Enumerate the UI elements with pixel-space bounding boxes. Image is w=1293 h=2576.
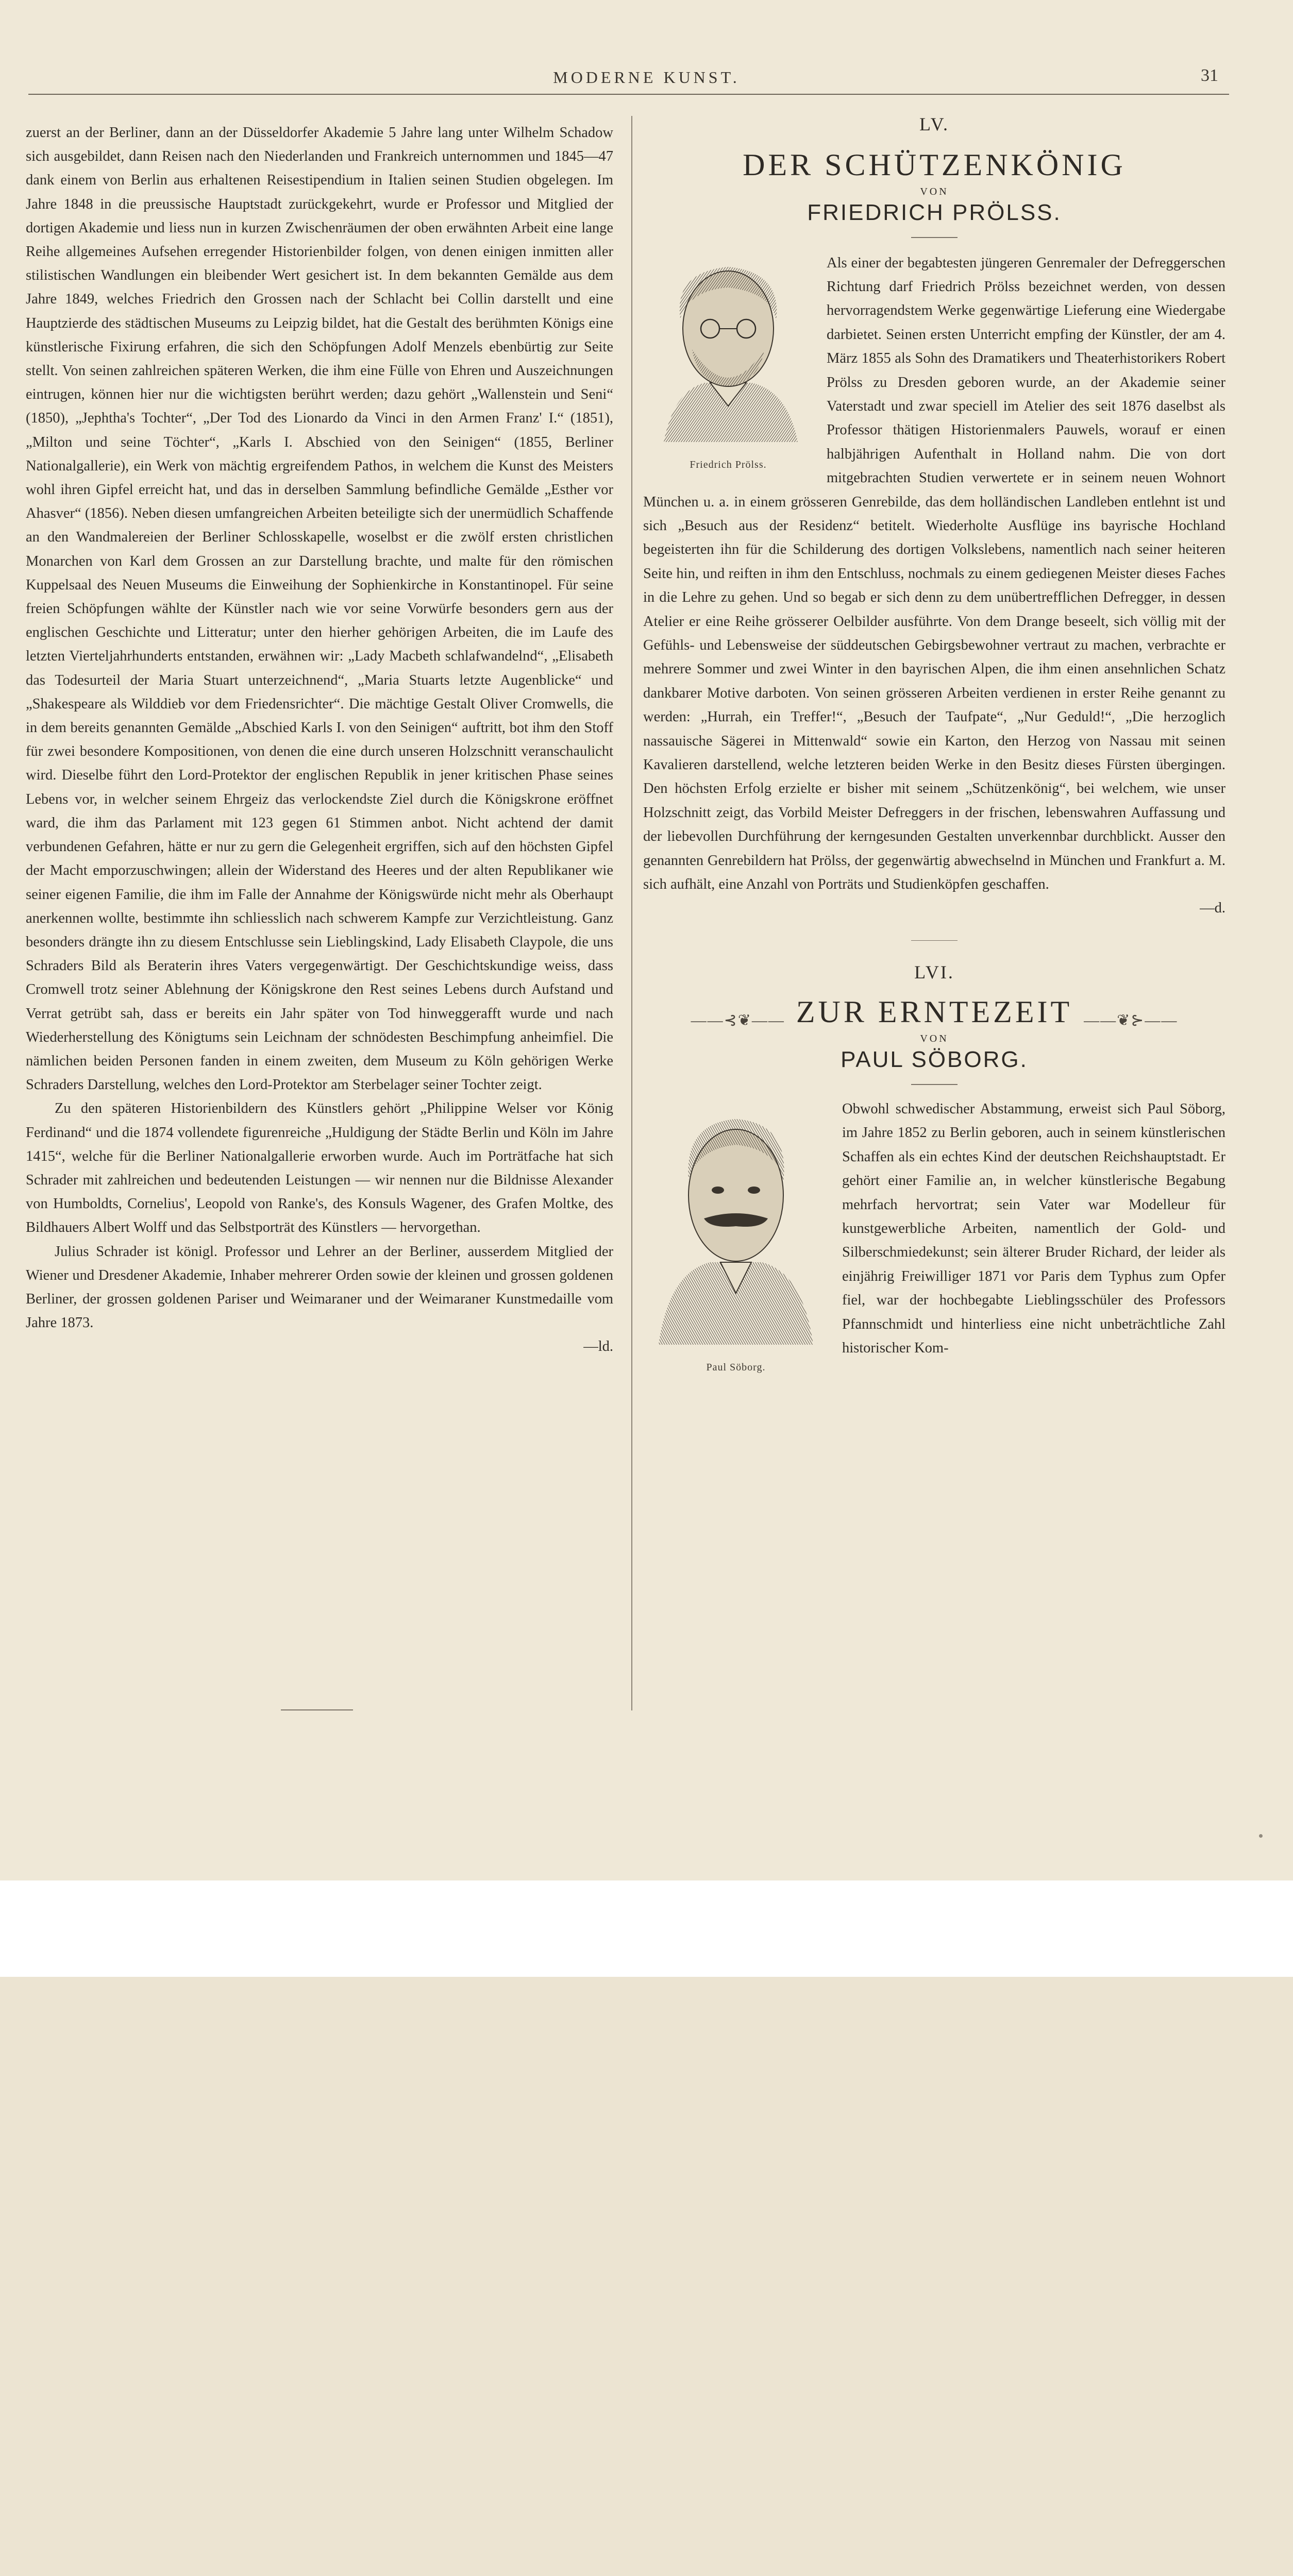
article-text: Als einer der begabtesten jüngeren Genremaler der Defreggerschen Richtung darf Friedrich Prölss bezeichnet werden, von dessen hervorragendstem Werke gegenwärtige Lieferung eine Wiedergabe darbietet. Seinen ersten Unterricht empfing der Künstler, der am 4. März 1855 als Sohn des Dramatikers und Theaterhistorikers Robert Prölss zu Dresden geboren wurde, an der Akademie seiner Vaterstadt und zwar speciell im Atelier des seit 1876 daselbst als Professor thätigen Historienmalers Pauwels, worauf er einen halbjährigen Aufenthalt in Holland nahm. Die von dort mitgebrachten Studien verwertete er in seinem neuen Wohnort München u. a. in einem grösseren Genrebilde, das dem holländischen Landleben entlehnt ist und sich „Besuch aus der Residenz“ betitelt. Wiederholte Ausflüge ins bayrische Hochland begeisterten ihn für die Schilderung des dortigen Volkslebens, namentlich nach seiner heiteren Seite hin, und reiften in ihm den Entschluss, nochmals zu einem gediegenen Meister dieses Faches in die Lehre zu gehen. Und so begab er sich denn zu dem unübertrefflichen Defregger, in dessen Atelier er eine Reihe grösserer Oelbilder ausführte. Von dem Drange beseelt, sich völlig mit der Gefühls- und Lebensweise der süddeutschen Gebirgsbewohner vertraut zu machen, verbrachte er mehrere Sommer und zwei Winter in den bayrischen Alpen, die ihm einen ansehnlichen Schatz dankbarer Motive darboten. Von seinen grösseren Arbeiten verdienen in erster Reihe genannt zu werden: „Hurrah, ein Treffer!“, „Besuch der Taufpate“, „Nur Geduld!“, „Die herzoglich nassauische Sägerei in Mittenwald“ sowie ein Karton, den Herzog von Nassau mit seinen Kavalieren darstellend, welche letzteren beiden Werke in den Besitz dieses Fürsten übergingen. Den höchsten Erfolg erzielte er bisher mit seinem „Schützenkönig“, bei welchem, wie unser Holzschnitt zeigt, das Vorbild Meister Defreggers in der frischen, lebenswahren Auffassung und der liebevollen Durchführung der kerngesunden Gestalten unverkennbar durchblickt. Ausser den genannten Genrebildern hat Prölss, der gegenwärtig abwechselnd in München und Frankfurt a. M. sich aufhält, eine Anzahl von Porträts und Studienköpfen geschaffen. — [643, 255, 1225, 893]
title-row — [643, 994, 1225, 1030]
ornament-right-icon: ——❦⊱—— — [1084, 1012, 1178, 1029]
article-signature: —d. — [1200, 900, 1225, 917]
header-rule — [28, 94, 1229, 95]
left-signature: —ld. — [583, 1338, 613, 1355]
left-paragraph: Zu den späteren Historienbildern des Künstlers gehört „Philippine Welser vor König Ferdinand“ und die 1874 vollendete figurenreiche „Huldigung der Städte Berlin und Köln im Jahre 1415“, welche für die Berliner Nationalgallerie erworben wurde. Auch im Porträtfache hat sich Schrader mit zahlreichen und bedeutenden Leistungen — wir nennen nur die Bildnisse Alexander von Humboldts, Cornelius', Leopold von Ranke's, des Konsuls Wagener, des Grafen Moltke, des Bildhauers Albert Wolff und das Selbstporträt des Künstlers — hervorgethan. — [26, 1100, 613, 1236]
article-author: PAUL SÖBORG. — [841, 1047, 1028, 1073]
column-rule — [631, 116, 632, 1710]
von-label: VON — [920, 186, 949, 197]
article-text: Obwohl schwedischer Abstammung, erweist sich Paul Söborg, im Jahre 1852 zu Berlin geboren, auch in seinem künstlerischen Schaffen als ein echtes Kind der deutschen Reichshauptstadt. Er gehört einer Familie an, in welcher künstlerische Begabung mehrfach hervortrat; sein Vater war Modelleur für kunstgewerbliche Arbeiten, namentlich der Gold- und Silberschmiedekunst; sein älterer Bruder Richard, der leider als einjährig Freiwilliger 1871 vor Paris dem Typhus zum Opfer fiel, war der hochbegabte Lieblingsschüler des Professors Pfannschmidt und hinterliess eine nicht unbeträchtliche Zahl historischer Kom- — [842, 1100, 1225, 1356]
portrait-caption: Paul Söborg. — [706, 1362, 766, 1374]
divider-rule — [911, 1084, 958, 1085]
print-speck — [1259, 1834, 1263, 1838]
right-column — [643, 113, 1225, 1380]
portrait-engraving — [643, 1097, 829, 1345]
article-number: LV. — [919, 114, 950, 134]
article-author: FRIEDRICH PRÖLSS. — [807, 200, 1062, 225]
portrait-engraving — [643, 251, 813, 442]
portrait-caption: Friedrich Prölss. — [690, 459, 767, 470]
left-column — [26, 121, 613, 1359]
divider-rule — [911, 237, 958, 238]
running-head: MODERNE KUNST. — [553, 68, 740, 87]
article-body — [643, 251, 1225, 921]
article-number: LVI. — [914, 962, 954, 983]
digitization-footer — [0, 1880, 1293, 1977]
left-paragraph: zuerst an der Berliner, dann an der Düsseldorfer Akademie 5 Jahre lang unter Wilhelm Schadow sich ausgebildet, dann Reisen nach den Niederlanden und Frankreich unternommen und 1845—47 dank einem von Berlin aus erhaltenen Reisestipendium in Italien seinen Studien obgelegen. Im Jahre 1848 in die preussische Hauptstadt zurückgekehrt, wurde er Professor und Mitglied der dortigen Akademie und liess nun in kurzen Zwischenräumen der oben erwähnten Arbeit eine lange Reihe allgemeines Aufsehen erregender Historienbilder folgen, von denen einigen inmitten aller stilistischen Wandlungen ein bleibender Wert gesichert ist. In dem bekannten Gemälde aus dem Jahre 1849, welches Friedrich den Grossen nach der Schlacht bei Collin darstellt und eine Hauptzierde des städtischen Museums zu Leipzig bildet, hat die Gestalt des berühmten Königs eine künstlerische Fixirung erfahren, die sich den Schöpfungen Adolf Menzels ebenbürtig zur Seite stellt. Von seinen zahlreichen späteren Werken, die ihm eine Fülle von Ehren und Auszeichnungen eintrugen, können hier nur die wichtigsten berührt werden; dazu gehört „Wallenstein und Seni“ (1850), „Jephtha's Tochter“, „Der Tod des Lionardo da Vinci in den Armen Franz' I.“ (1851), „Milton und seine Töchter“, „Karls I. Abschied von den Seinigen“ (1855, Berliner Nationalgallerie), ein Werk von mächtig ergreifendem Pathos, in welchem die Kunst des Meisters wohl ihren Gipfel erreicht hat, und das in derselben Sammlung befindliche Gemälde „Esther vor Ahasver“ (1856). Neben diesen umfangreichen Arbeiten beteiligte sich der unermüdlich Schaffende an den Wandmalereien der Berliner Schlosskapelle, woselbst er die zwölf ersten christlichen Monarchen von Karl dem Grossen an zur Darstellung brachte, und malte für den römischen Kuppelsaal des Neuen Museums die Einweihung der Sophienkirche in Konstantinopel. Für seine freien Schöpfungen wählte der Künstler nach wie vor seine Vorwürfe besonders gern aus der englischen Geschichte und Litteratur; unter den hierher gehörigen Arbeiten, die im Laufe des letzten Vierteljahrhunderts entstanden, erwähnen wir: „Lady Macbeth schlafwandelnd“, „Elisabeth das Todesurteil der Maria Stuart unterzeichnend“, „Maria Stuarts letzte Augenblicke“ und „Shakespeare als Wilddieb vor dem Friedensrichter“. Die mächtige Gestalt Oliver Cromwells, die in dem bereits genannten Gemälde „Abschied Karls I. von den Seinigen“ auftritt, bot ihm den Stoff für zwei besondere Kompositionen, von denen die eine durch unseren Holzschnitt veranschaulicht wird. Dieselbe führt den Lord-Protektor der englischen Republik in jener kritischen Phase seines Lebens vor, in welcher seinem Ehrgeiz das verlockendste Ziel durch die Königskrone eröffnet ward, die ihm das Parlament mit 123 gegen 61 Stimmen anbot. Nicht achtend der damit verbundenen Gefahren, hätte er nur zu gern die Gelegenheit ergriffen, sich auf den höchsten Gipfel der Macht emporzuschwingen; allein der Widerstand des Heeres und der alten Republikaner wie seiner eigenen Familie, die ihm im Falle der Annahme der Königswürde nicht mehr als Oberhaupt anerkennen wollte, bestimmte ihn schliesslich nach schwerem Kampfe zur Verzichtleistung. Ganz besonders drängte ihn zu diesem Entschlusse sein Lieblingskind, Lady Elisabeth Claypole, die uns Schraders Bild als Beraterin ihres Vaters vergegenwärtigt. Der Geschichtskundige weiss, dass Cromwell trotz seiner Ablehnung der Königskrone den Rest seines Lebens durch Aufstand und Verrat getrübt sah, dass er bereits ein Jahr später von Tod hinweggerafft wurde und nach Wiederherstellung des Königtums sein Leichnam der schnödesten Beschimpfung anheimfiel. Die nämlichen beiden Personen fanden in einem zweiten, dem Museum zu Köln gehörigen Werke Schraders Darstellung, welches den Lord-Protektor am Sterbelager seiner Tochter zeigt. — [26, 125, 613, 1093]
page-number: 31 — [1201, 66, 1218, 85]
article-body — [643, 1097, 1225, 1374]
portrait-soeborg — [643, 1097, 829, 1380]
article-title: DER SCHÜTZENKÖNIG — [743, 148, 1126, 182]
divider-rule — [911, 940, 958, 941]
left-paragraph: Julius Schrader ist königl. Professor und Lehrer an der Berliner, ausserdem Mitglied der Wiener und Dresdener Akademie, Inhaber mehrerer Orden sowie der kleinen und grossen goldenen Berliner, der grossen goldenen Pariser und Weimaraner und der Weimaraner Kunstmedaille vom Jahre 1873. — [26, 1243, 613, 1331]
article-title: ZUR ERNTEZEIT — [796, 995, 1073, 1029]
von-label: VON — [920, 1033, 949, 1045]
portrait-proelss — [643, 251, 813, 477]
end-rule — [281, 1709, 353, 1710]
ornament-left-icon: ——⊰❦—— — [691, 1012, 785, 1029]
